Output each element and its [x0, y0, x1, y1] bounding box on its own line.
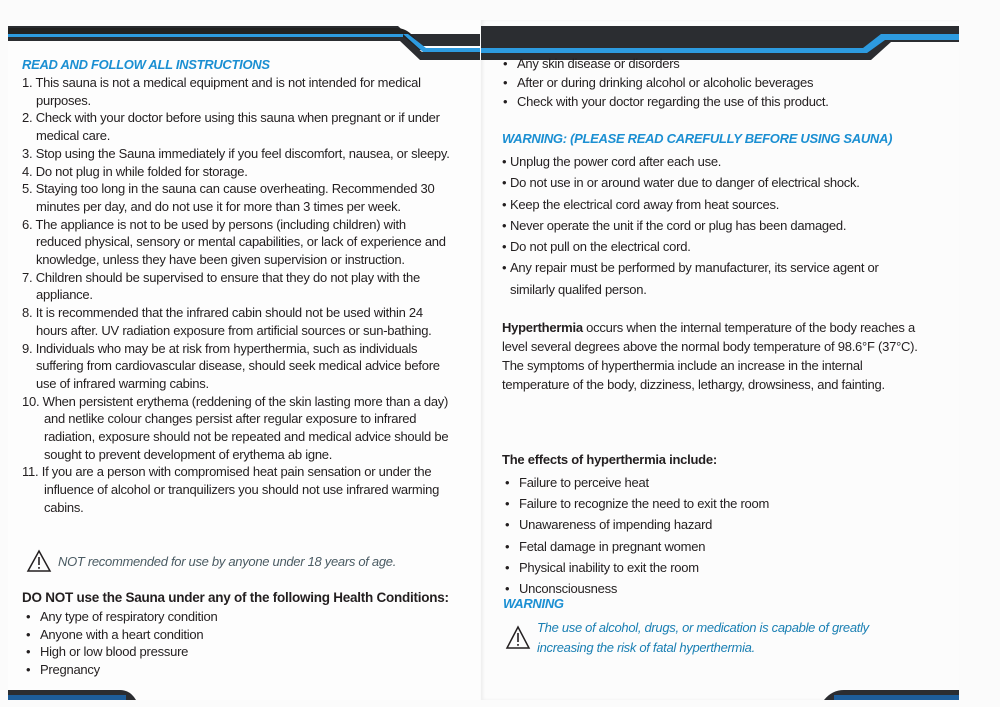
instruction-item: 11. If you are a person with compromised heat pain sensation or under the influence of alcohol or tranquilizers you should not use infrared warming cabins.: [22, 464, 440, 515]
condition-item: • After or during drinking alcohol or alcoholic beverages: [501, 73, 829, 92]
hyperthermia-paragraph: [502, 318, 927, 394]
effect-item: • Unawareness of impending hazard: [503, 514, 769, 535]
effect-item: • Fetal damage in pregnant women: [503, 536, 769, 557]
condition-item: • Any type of respiratory condition: [24, 608, 217, 626]
condition-item: • Pregnancy: [24, 661, 217, 679]
age-warning: [26, 549, 396, 573]
condition-item: • High or low blood pressure: [24, 643, 217, 661]
age-warning-text: NOT recommended for use by anyone under 18 years of age.: [58, 553, 397, 569]
warning-item: • Do not use in or around water due to danger of electrical shock.: [502, 172, 922, 193]
final-warning-heading: WARNING: [503, 596, 564, 611]
condition-item: • Anyone with a heart condition: [24, 626, 217, 644]
effect-item: • Physical inability to exit the room: [503, 557, 769, 578]
condition-item: • Check with your doctor regarding the use of this product.: [501, 92, 829, 111]
instruction-item: 4. Do not plug in while folded for storage.: [22, 163, 248, 179]
conditions-heading: [22, 589, 449, 607]
warning-item: • Any repair must be performed by manufacturer, its service agent or similarly qualifed person.: [502, 257, 922, 300]
instruction-item: 7. Children should be supervised to ensure that they do not play with the appliance.: [22, 269, 421, 303]
final-warning: [505, 618, 897, 658]
left-page: [8, 20, 480, 700]
effect-item: • Failure to perceive heat: [503, 472, 769, 493]
instruction-item: 5. Staying too long in the sauna can cause overheating. Recommended 30 minutes per day, and do not use it for more than 3 times per week.: [22, 181, 435, 214]
warning-triangle-icon: [26, 549, 52, 573]
conditions-list: [24, 608, 217, 679]
instruction-item: 6. The appliance is not to be used by persons (including children) with reduced physical, sensory or mental capabilities, or lack of experience and knowledge, unless they have been given supervision or instruction.: [22, 216, 446, 268]
instruction-item: 9. Individuals who may be at risk from hyperthermia, such as individuals suffering from cardiovascular disease, should seek medical advice before use of infrared warming cabins.: [22, 340, 440, 391]
conditions-heading-rest: use the Sauna under any of the following Health Conditions:: [73, 590, 449, 605]
final-warning-text: The use of alcohol, drugs, or medication is capable of greatly increasing the risk of fatal hyperthermia.: [537, 620, 869, 655]
instructions-heading: READ AND FOLLOW ALL INSTRUCTIONS: [22, 57, 270, 72]
effect-item: • Failure to recognize the need to exit the room: [503, 493, 769, 514]
instructions-list: [22, 74, 452, 517]
warning-heading: WARNING: (PLEASE READ CAREFULLY BEFORE USING SAUNA): [502, 131, 893, 146]
warning-item: • Never operate the unit if the cord or plug has been damaged.: [502, 215, 922, 236]
instruction-item: 10. When persistent erythema (reddening of the skin lasting more than a day) and netlike colour changes persist after regular exposure to infrared radiation, exposure should not be repeated and medical advice should be sought to prevent development of erythema ab igne.: [22, 393, 449, 462]
footer-band: [8, 688, 138, 700]
instruction-item: 2. Check with your doctor before using this sauna when pregnant or if under medical care.: [22, 110, 440, 144]
warning-item: • Unplug the power cord after each use.: [502, 151, 922, 172]
instruction-item: 8. It is recommended that the infrared cabin should not be used within 24 hours after. UV radiation exposure from artificial sources or sun-bathing.: [22, 305, 432, 338]
right-page: [481, 20, 959, 700]
conditions-heading-bold: DO NOT: [22, 590, 73, 605]
instruction-item: 1. This sauna is not a medical equipment and is not intended for medical purposes.: [22, 75, 421, 108]
conditions-continued: [501, 54, 829, 111]
condition-item: • Any skin disease or disorders: [501, 54, 829, 73]
effects-list: [503, 472, 769, 599]
effect-item: • Unconsciousness: [503, 578, 769, 599]
instruction-item: 3. Stop using the Sauna immediately if you feel discomfort, nausea, or sleepy.: [22, 145, 450, 161]
effects-heading: The effects of hyperthermia include:: [502, 452, 717, 467]
warning-item: • Keep the electrical cord away from heat sources.: [502, 194, 922, 215]
warnings-list: [502, 151, 922, 300]
hyperthermia-text: occurs when the internal temperature of the body reaches a level several degrees above the normal body temperature of 98.6°F (37°C). The symptoms of hyperthermia include an increase in the internal temperature of the body, dizziness, lethargy, drowsiness, and fainting.: [502, 320, 918, 392]
hyperthermia-term: Hyperthermia: [502, 320, 583, 335]
warning-item: • Do not pull on the electrical cord.: [502, 236, 922, 257]
footer-band: [824, 688, 959, 700]
warning-triangle-icon: [505, 625, 531, 651]
